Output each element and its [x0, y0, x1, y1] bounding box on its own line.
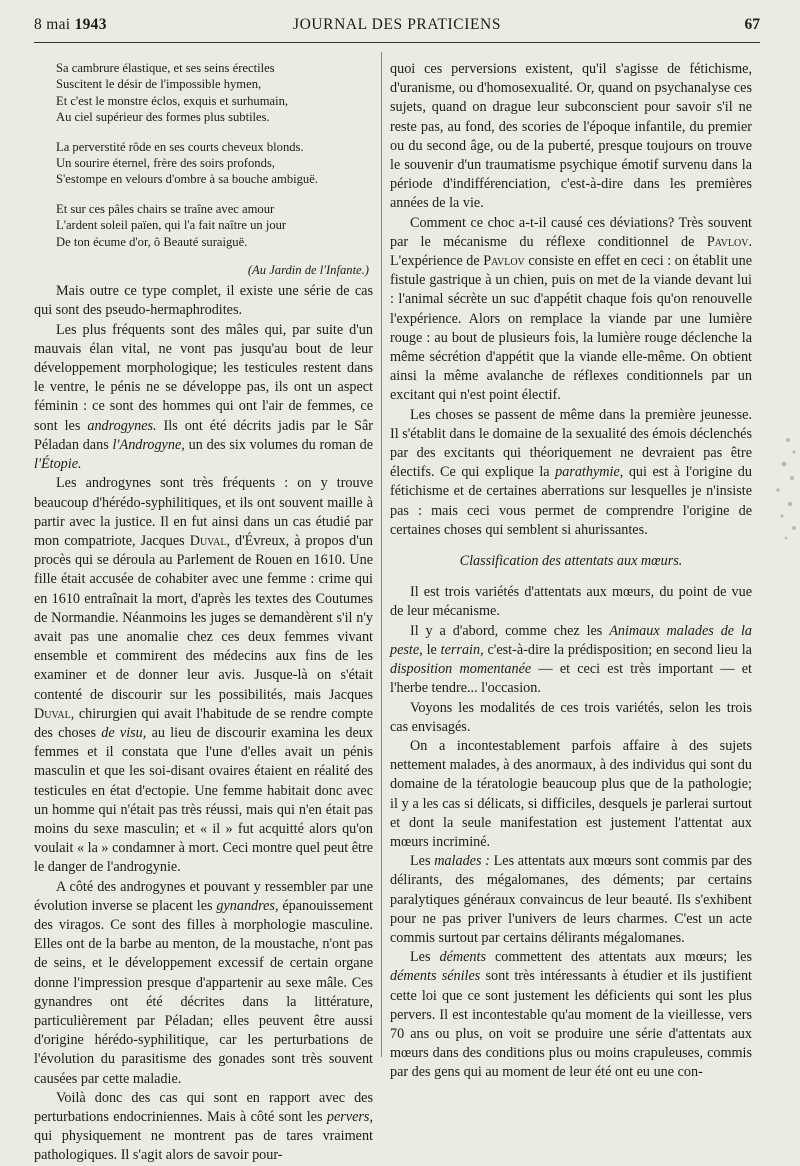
- poem: [34, 60, 373, 250]
- paragraph: Les choses se passent de même dans la première jeunesse. Il s'établit dans le domaine de la sexualité des émois déclenchés par des excitants qui théoriquement ne devraient pas être électifs. Ce qui explique la parathymie, qui est à l'origine du fétichisme et de certaines aberrations sur lesquelles je n'insiste pas : mais ceci vous permet de comprendre l'origine de certaines choses qui semblent si ahurissantes.: [390, 406, 752, 538]
- poem-line: La perverstité rôde en ses courts cheveux blonds.: [56, 139, 304, 154]
- poem-line: Un sourire éternel, frère des soirs profonds,: [56, 156, 275, 171]
- paragraph: Les plus fréquents sont des mâles qui, par suite d'un mauvais élan vital, ne vont pas jusqu'au bout de leur développement morphologique; les testicules restent dans le ventre, le pénis ne se développe pas, ils ont un aspect féminin : ce sont des hommes qui ont l'air de femmes, ce sont les androgynes. Ils ont été décrits jadis par le Sâr Péladan dans l'Androgyne, un des six volumes du roman de l'Étopie.: [34, 321, 374, 473]
- paragraph: Les androgynes sont très fréquents : on y trouve beaucoup d'hérédo-syphilitiques, et ils ont souvent maille à partir avec la justice. Il en fut ainsi dans un cas étudié par mon compatriote, Jacques Duval, d'Évreux, à propos d'un procès qui se déroula au Parlement de Rouen en 1610. Une fille était accusée de cohabiter avec une femme : crime qui en 1610 entraînait la mort, d'après les textes des Coutumes de Normandie. Néanmoins les juges se demandèrent s'il n'y avait pas une anomalie chez ces deux femmes vivant ensemble et commirent des médecins aux fins de les examiner et de donner leur avis. Jusque-là on s'était contenté de discourir sur les possibilités, mais Jacques Duval, chirurgien qui avait l'habitude de se rendre compte des choses de visu, au lieu de discourir examina les deux femmes et il constata que l'une d'elles avait un pénis masculin et que les soi-disant ovaires étaient en réalité des testicules en état d'ectopie. Une femme habitait donc avec un homme qui n'était pas très réussi, mais qui n'en était pas moins du sexe masculin; et « il » fut acquitté alors qu'on voulait « la » condamner à mort. Ceci montre quel peut être le danger de l'androgynie.: [34, 475, 374, 876]
- issue-date: 8 mai 1943: [34, 16, 107, 33]
- poem-line: Et c'est le monstre éclos, exquis et surhumain,: [56, 93, 289, 108]
- paragraph: Les déments commettent des attentats aux mœurs; les déments séniles sont très intéressants à étudier et ils justifient cette loi que ce sont justement les déficients qui sont les plus pervers. Il est incontestable qu'au moment de la vieillesse, vers 70 ans ou plus, on voit se produire une série d'attentats aux mœurs dans des conditions plus ou moins crapuleuses, commis par des gens qui au moment de leur été ont eu une con-: [390, 949, 752, 1081]
- poem-line: L'ardent soleil païen, qui l'a fait naître un jour: [56, 218, 287, 233]
- poem-line: Suscitent le désir de l'impossible hymen,: [56, 77, 262, 92]
- poem-stanza: [56, 60, 373, 126]
- paragraph: quoi ces perversions existent, qu'il s'agisse de fétichisme, d'uranisme, ou d'homosexualité. Or, quand on psychanalyse ces sujets, quand on drague leur subconscient pour savoir s'il ne reste pas, au fond, des scories de l'époque infantile, du premier ou du second âge, ou de la puberté, presque toujours on trouve le souvenir d'un traumatisme psychique émotif survenu dans la période d'indifférenciation, c'est-à-dire dans les premières années de la vie.: [390, 61, 752, 212]
- column-divider: [381, 52, 382, 1057]
- poem-citation: (Au Jardin de l'Infante.): [247, 263, 369, 278]
- right-column: [390, 60, 752, 1083]
- poem-stanza: [56, 201, 373, 250]
- poem-line: S'estompe en velours d'ombre à sa bouche ambiguë.: [56, 172, 318, 187]
- paragraph: Mais outre ce type complet, il existe une série de cas qui sont des pseudo-hermaphrodites.: [34, 283, 373, 319]
- poem-line: Au ciel supérieur des formes plus subtiles.: [56, 110, 270, 125]
- section-heading: Classification des attentats aux mœurs.: [459, 553, 683, 570]
- paragraph: A côté des androgynes et pouvant y ressembler par une évolution inverse se placent les gynandres, épanouissement des viragos. Ce sont des filles à morphologie masculine. Elles ont de la barbe au menton, de la moustache, n'ont pas de seins, et le développement excessif de certain organe donne l'impression presque d'appartenir au sexe mâle. Ces gynandres ont été décrites dans la littérature, particulièrement par Péladan; elles peuvent être aussi d'origine hérédo-syphilitique, car les perturbations de l'évolution du parasitisme des gonades sont très souvent causées par cette maladie.: [34, 878, 373, 1087]
- left-column: [34, 60, 373, 1166]
- paragraph: Il y a d'abord, comme chez les Animaux malades de la peste, le terrain, c'est-à-dire la prédisposition; en second lieu la disposition momentanée — et ceci est très important — et l'herbe tendre... l'occasion.: [390, 622, 752, 697]
- poem-line: Et sur ces pâles chairs se traîne avec amour: [56, 201, 275, 216]
- paragraph: On a incontestablement parfois affaire à des sujets nettement malades, à des anormaux, à des individus qui sont du domaine de la tératologie beaucoup plus que de la pathologie; il y a les cas si délicats, si difficiles, desquels je parlerai surtout et dont la seule manifestation est justement l'attentat aux mœurs incriminé.: [390, 737, 752, 850]
- journal-title: JOURNAL DES PRATICIENS: [292, 16, 502, 33]
- page-number: 67: [744, 16, 760, 33]
- paragraph: Voyons les modalités de ces trois variétés, selon les trois cas envisagés.: [390, 699, 752, 735]
- poem-line: De ton écume d'or, ô Beauté suraiguë.: [56, 234, 248, 249]
- paragraph: Comment ce choc a-t-il causé ces déviations? Très souvent par le mécanisme du réflexe conditionnel de Pavlov. L'expérience de Pavlov consiste en effet en ceci : on établit une fistule gastrique à un chien, puis on met de la viande devant lui : l'animal sécrète un suc d'appétit chaque fois qu'on renouvelle l'expérience. Alors on remplace la viande par une lumière rouge : au bout de plusieurs fois, la lumière rouge déclenche la même sécrétion d'appétit que la viande elle-même. On obtient ainsi la même avalanche de réflexes conditionnels par un excitant qui n'est point électif.: [390, 214, 753, 404]
- paragraph: Les malades : Les attentats aux mœurs sont commis par des délirants, des mégalomanes, des déments; par certains paralytiques généraux convaincus de leur beauté. Ils s'exhibent pour ne pas priver l'univers de leurs charmes. C'est un acte commis surtout par certains délirants mégalomanes.: [390, 853, 752, 946]
- page-header: [34, 16, 760, 40]
- header-rule: [34, 42, 760, 43]
- poem-stanza: [56, 139, 373, 188]
- poem-line: Sa cambrure élastique, et ses seins érectiles: [56, 61, 275, 75]
- paragraph: Voilà donc des cas qui sont en rapport avec des perturbations endocriniennes. Mais à côté sont les pervers, qui physiquement ne montrent pas de tares vraiment pathologiques. Il s'agit alors de savoir pour-: [34, 1089, 373, 1164]
- ink-smudge: [748, 420, 800, 550]
- paragraph: Il est trois variétés d'attentats aux mœurs, du point de vue de leur mécanisme.: [390, 584, 752, 620]
